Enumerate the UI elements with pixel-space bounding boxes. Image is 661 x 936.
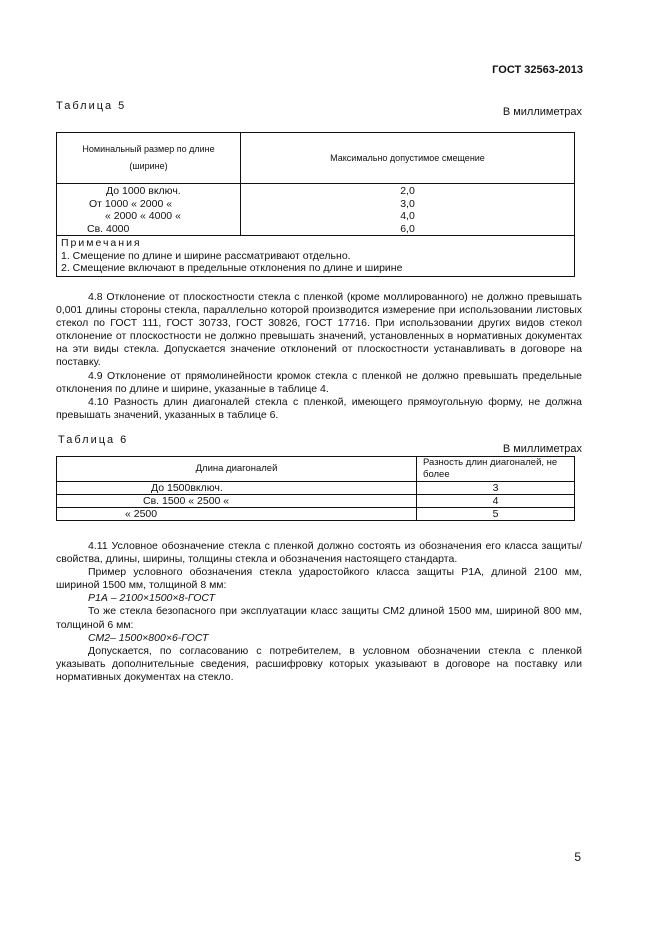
paragraph-example-1: Пример условного обозначения стекла ударостойкого класса защиты Р1А, длиной 2100 мм, шириной 1500 мм, толщиной 8 мм: <box>56 566 582 592</box>
table5-body-row <box>57 184 575 236</box>
table5-size-1: От 1000 « 2000 « <box>89 197 173 210</box>
table6-length-1: Св. 1500 « 2500 « <box>57 495 417 508</box>
table5-col1-header <box>57 133 241 184</box>
table6-length-2: « 2500 <box>57 508 417 521</box>
designation-example-2: СМ2– 1500×800×6-ГОСТ <box>88 631 209 644</box>
table-row <box>57 508 575 521</box>
table5-note-title: Примечания <box>61 237 142 249</box>
table6-length-0: До 1500включ. <box>57 482 417 495</box>
table5-caption: Таблица 5 <box>56 100 127 112</box>
table5-col2-header: Максимально допустимое смещение <box>241 133 575 184</box>
section-paragraphs-b <box>56 540 582 684</box>
paragraph-4-8: 4.8 Отклонение от плоскостности стекла с пленкой (кроме моллированного) не должно превышать 0,001 длины стороны стекла, параллельно которой производится измерение при использовании листовых стекол по ГОСТ 111, ГОСТ 30733, ГОСТ 30826, ГОСТ 17716. При использовании других видов стекол отклонение от плоскостности не должно превышать значений, установленных в нормативных документах на эти виды стекла. Допускается значение отклонений от плоскостности устанавливать в договоре на поставку. <box>56 291 582 369</box>
table5-size-0: До 1000 включ. <box>106 185 181 197</box>
table5-size-2: « 2000 « 4000 « <box>105 210 181 222</box>
table5-size-3: Св. 4000 <box>87 222 130 235</box>
page-number: 5 <box>574 850 581 864</box>
table5-note-2: 2. Смещение включают в предельные отклонения по длине и ширине <box>61 262 403 274</box>
document-standard-number: ГОСТ 32563-2013 <box>492 64 583 76</box>
table6-header-row <box>57 457 575 482</box>
table5-value-3: 6,0 <box>400 222 415 235</box>
table6-col1-header: Длина диагоналей <box>57 457 417 482</box>
designation-example-1: Р1А – 2100×1500×8-ГОСТ <box>88 592 216 605</box>
table5 <box>56 132 575 277</box>
paragraph-additional-info: Допускается, по согласованию с потребителем, в условном обозначении стекла с пленкой указывать дополнительные сведения, расшифровку которых указывают в договоре на поставку или нормативных документах на стекло. <box>56 644 582 683</box>
paragraph-4-11: 4.11 Условное обозначение стекла с пленкой должно состоять из обозначения его класса защиты/свойства, длины, ширины, толщины стекла и обозначения настоящего стандарта. <box>56 540 582 566</box>
table6-col2-header: Разность длин диагоналей, не более <box>417 457 575 482</box>
table5-value-2: 4,0 <box>400 210 415 222</box>
table5-units: В миллиметрах <box>502 106 582 118</box>
table-row <box>57 495 575 508</box>
table6-units: В миллиметрах <box>502 443 582 455</box>
table6-value-2: 5 <box>417 508 575 521</box>
table5-note-1: 1. Смещение по длине и ширине рассматривают отдельно. <box>61 249 351 262</box>
table6-value-1: 4 <box>417 495 575 508</box>
table5-notes-row <box>57 236 575 277</box>
table-row <box>57 482 575 495</box>
table5-col1-header-line2: (ширине) <box>129 161 168 171</box>
paragraph-4-10: 4.10 Разность длин диагоналей стекла с пленкой, имеющего прямоугольную форму, не должна превышать значений, указанных в таблице 6. <box>56 395 582 421</box>
table5-notes-cell <box>57 236 575 277</box>
table5-col1-header-line1: Номинальный размер по длине <box>82 144 215 154</box>
paragraph-example-2: То же стекла безопасного при эксплуатации класс защиты СМ2 длиной 1500 мм, шириной 800 мм, толщиной 6 мм: <box>56 605 582 631</box>
table5-value-1: 3,0 <box>400 197 415 210</box>
table5-value-0: 2,0 <box>400 185 415 197</box>
table5-header-row <box>57 133 575 184</box>
table6 <box>56 456 575 521</box>
table6-value-0: 3 <box>417 482 575 495</box>
section-paragraphs-a <box>56 291 582 422</box>
table5-size-cell <box>57 184 241 236</box>
table6-caption: Таблица 6 <box>58 434 129 446</box>
table5-value-cell <box>241 184 575 236</box>
paragraph-4-9: 4.9 Отклонение от прямолинейности кромок стекла с пленкой не должно превышать предельные отклонения по длине и ширине, указанные в таблице 4. <box>56 369 582 395</box>
